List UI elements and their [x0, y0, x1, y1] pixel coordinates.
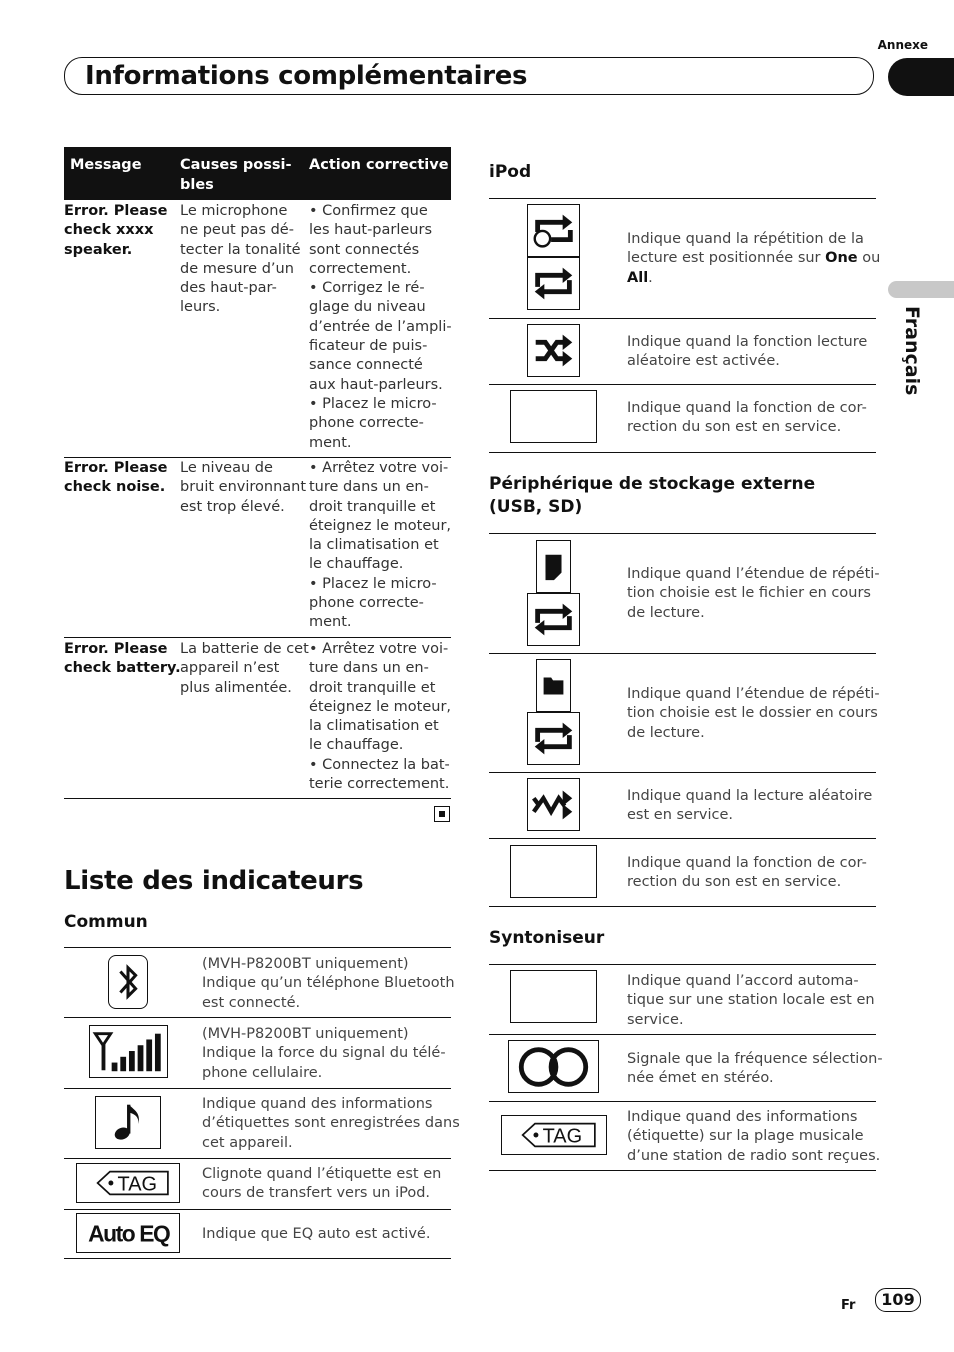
row-divider: [64, 1158, 451, 1159]
row-divider: [489, 1101, 876, 1102]
row-divider: [489, 1170, 876, 1171]
commun-heading: Commun: [64, 912, 148, 932]
tag-icon: [76, 1163, 180, 1203]
storage-heading: Périphérique de stockage externe (USB, SD): [489, 474, 816, 517]
stereo-icon: [508, 1040, 599, 1093]
local-seek-icon: [510, 970, 597, 1023]
indicator-description: (MVH-P8200BT uniquement) Indique qu’un téléphone Bluetooth est connecté.: [202, 956, 455, 1011]
error-action: • Arrêtez votre voi- ture dans un en- droit tranquille et éteignez le moteur, la climatisation et le chauffage. • Placez le micro- phone correcte- ment.: [309, 460, 452, 631]
error-cause: Le microphone ne peut pas dé- tecter la tonalité de mesure d’un des haut-par- leurs.: [180, 203, 301, 316]
folder-icon: [536, 659, 571, 712]
indicator-description: Indique quand des informations d’étiquettes sont enregistrées dans cet appareil.: [202, 1096, 460, 1151]
row-divider: [64, 457, 451, 458]
tag-icon-text: TAG: [117, 1173, 158, 1196]
repeat-all-icon: [527, 712, 580, 765]
tag-icon: [501, 1115, 607, 1155]
indicator-description: Indique quand la lecture aléatoire est en service.: [627, 788, 873, 824]
error-cause: La batterie de cet appareil n’est plus alimentée.: [180, 641, 309, 696]
row-divider: [64, 1258, 451, 1259]
row-divider: [489, 533, 876, 534]
row-divider: [64, 637, 451, 638]
section-tab: [888, 58, 954, 96]
indicator-description: Indique quand la fonction de cor- rection du son est en service.: [627, 400, 867, 436]
column-header-causes: Causes possi- bles: [180, 157, 292, 193]
sound-retriever-icon: [510, 390, 597, 443]
error-table-header: [64, 147, 451, 200]
row-divider: [489, 838, 876, 839]
section-label: Annexe: [877, 38, 928, 52]
error-cause: Le niveau de bruit environnant est trop élevé.: [180, 460, 307, 515]
indicator-description: Clignote quand l’étiquette est en cours de transfert vers un iPod.: [202, 1166, 442, 1202]
indicator-description: Signale que la fréquence sélection- née émet en stéréo.: [627, 1051, 883, 1087]
error-action: • Confirmez que les haut-parleurs sont connectés correctement. • Corrigez le ré- glage du niveau d’entrée de l’ampli- ficateur de puis- sance connecté aux haut-parleurs. • Placez le micro- phone correcte- ment.: [309, 203, 452, 451]
indicator-description: Indique que EQ auto est activé.: [202, 1226, 431, 1242]
file-icon: [536, 540, 571, 593]
language-tab-label: Français: [901, 306, 923, 396]
error-message: Error. Please check xxxx speaker.: [64, 203, 168, 258]
tuner-heading: Syntoniseur: [489, 928, 605, 948]
indicator-description: Indique quand la fonction lecture aléatoire est activée.: [627, 334, 868, 370]
row-divider: [489, 198, 876, 199]
indicator-description: (MVH-P8200BT uniquement) Indique la force du signal du télé- phone cellulaire.: [202, 1026, 446, 1081]
page-number: 109: [875, 1288, 921, 1312]
row-divider: [489, 906, 876, 907]
page-title: Informations complémentaires: [85, 61, 528, 91]
repeat-all-icon: [527, 257, 580, 310]
auto-eq-icon-text: Auto EQ: [88, 1220, 170, 1247]
error-message: Error. Please check battery.: [64, 641, 181, 677]
page-title-box: [64, 57, 874, 95]
error-action: • Arrêtez votre voi- ture dans un en- droit tranquille et éteignez le moteur, la climatisation et le chauffage. • Connectez la bat- terie correctement.: [309, 641, 452, 793]
tag-icon-text: TAG: [542, 1125, 583, 1148]
indicator-description: Indique quand l’étendue de répéti- tion choisie est le fichier en cours de lecture.: [627, 566, 880, 621]
indicator-description: Indique quand la répétition de la lecture est positionnée sur One ou All.: [627, 231, 881, 286]
random-icon: [527, 778, 580, 831]
language-tab-marker: [888, 281, 954, 298]
table-bottom-rule: [64, 798, 451, 799]
indicator-description: Indique quand des informations (étiquette) sur la plage musicale d’une station de radio sont reçues.: [627, 1109, 881, 1164]
column-header-action: Action corrective: [309, 157, 449, 173]
row-divider: [64, 1209, 451, 1210]
row-divider: [489, 452, 876, 453]
repeat-one-icon: [527, 204, 580, 257]
indicator-description: Indique quand l’accord automa- tique sur une station locale est en service.: [627, 973, 875, 1028]
ipod-heading: iPod: [489, 162, 532, 182]
end-of-section-icon: [434, 806, 450, 822]
sound-retriever-icon: [510, 845, 597, 898]
row-divider: [489, 1034, 876, 1035]
row-divider: [489, 772, 876, 773]
indicator-description: Indique quand la fonction de cor- rection du son est en service.: [627, 855, 867, 891]
row-divider: [64, 1088, 451, 1089]
repeat-all-icon: [527, 593, 580, 646]
signal-strength-icon: [89, 1025, 168, 1078]
row-divider: [64, 1017, 451, 1018]
shuffle-icon: [527, 324, 580, 377]
row-divider: [489, 964, 876, 965]
bluetooth-icon: [108, 955, 148, 1009]
column-header-message: Message: [70, 157, 142, 173]
row-divider: [64, 947, 451, 948]
auto-eq-icon: [76, 1213, 180, 1253]
indicator-description: Indique quand l’étendue de répéti- tion choisie est le dossier en cours de lecture.: [627, 686, 880, 741]
row-divider: [489, 384, 876, 385]
error-message: Error. Please check noise.: [64, 460, 168, 496]
footer-language: Fr: [841, 1298, 856, 1313]
music-note-icon: [95, 1096, 161, 1149]
indicators-title: Liste des indicateurs: [64, 866, 364, 896]
row-divider: [489, 318, 876, 319]
row-divider: [489, 653, 876, 654]
